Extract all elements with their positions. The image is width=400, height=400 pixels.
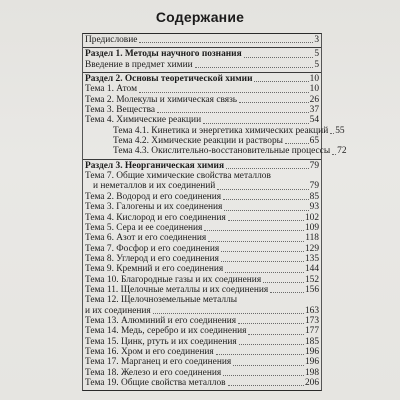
toc-leader-dots [139,91,309,93]
toc-page-number: 156 [304,284,319,295]
toc-entry-title: Раздел 3. Неорганическая химия [85,160,225,171]
toc-entry-title: Введение в предмет химии [85,59,193,70]
toc-leader-dots [216,353,304,355]
toc-leader-dots [254,80,308,82]
toc-entry[interactable] [83,378,321,388]
toc-leader-dots [217,188,308,190]
toc-entry-title: Тема 8. Углерод и его соединения [85,253,219,264]
toc-page-number: 177 [304,326,319,337]
toc-leader-dots [332,153,336,155]
toc-leader-dots [285,142,309,144]
toc-page-number: 152 [304,274,319,285]
toc-section [83,73,347,160]
toc-leader-dots [208,240,304,242]
toc-page-number: 79 [309,160,319,171]
toc-entry-title: Тема 18. Железо и его соединения [85,367,222,378]
toc-entry-title: Тема 6. Азот и его соединения [85,233,207,244]
toc-entry-title: Тема 2. Молекулы и химическая связь [85,94,238,105]
toc-page-number: 37 [309,105,319,116]
toc-entry-title: Тема 19. Общие свойства металлов [85,378,226,388]
toc-page-number: 93 [309,202,319,213]
toc-page-number: 55 [335,125,345,136]
toc-leader-dots [195,66,314,68]
toc-entry[interactable] [83,275,321,285]
toc-entry[interactable] [83,115,321,125]
toc-page-number: 10 [309,84,319,95]
toc-entry-title: Тема 1. Атом [85,84,137,95]
toc-page-number: 5 [314,59,319,70]
toc-leader-dots [263,281,304,283]
toc-entry-title: Тема 2. Водород и его соединения [85,191,222,202]
toc-entry-title: Тема 9. Кремний и его соединения [85,264,224,275]
toc-section-heading[interactable] [83,74,321,84]
toc-section-heading[interactable] [83,49,321,59]
toc-entry[interactable] [83,35,321,45]
toc-page-number: 10 [309,74,319,85]
toc-entry[interactable] [83,316,321,326]
table-of-contents [82,33,347,391]
toc-leader-dots [244,56,314,58]
toc-entry[interactable] [83,202,321,212]
toc-entry[interactable] [83,95,321,105]
toc-entry-title: Тема 12. Щелочноземельные металлы [85,295,238,306]
toc-entry[interactable] [83,181,321,191]
toc-page-number: 79 [309,181,319,192]
toc-leader-dots [204,229,304,231]
toc-entry[interactable] [83,264,321,274]
toc-entry[interactable] [83,233,321,243]
toc-leader-dots [225,271,304,273]
toc-entry-title: Тема 5. Сера и ее соединения [85,222,203,233]
toc-page-number: 102 [304,212,319,223]
toc-entry[interactable] [83,60,321,70]
toc-page-number: 65 [309,136,319,147]
toc-leader-dots [203,122,309,124]
toc-page-number: 118 [305,233,319,244]
toc-page-number: 85 [309,191,319,202]
toc-page-number: 198 [304,367,319,378]
toc-page-number: 173 [304,315,319,326]
toc-leader-dots [224,209,308,211]
toc-entry[interactable] [83,171,321,181]
toc-page-number: 5 [314,49,319,60]
toc-entry[interactable] [83,146,347,157]
toc-page-number: 135 [304,253,319,264]
toc-leader-dots [330,132,334,134]
toc-leader-dots [223,374,304,376]
toc-entry-title: Тема 15. Цинк, ртуть и их соединения [85,336,237,347]
toc-page-number: 109 [304,222,319,233]
toc-page-number: 196 [304,357,319,368]
toc-entry-title: Тема 16. Хром и его соединения [85,346,214,357]
toc-entry[interactable] [83,125,345,136]
toc-entry[interactable] [83,84,321,94]
toc-entry[interactable] [83,326,321,336]
page-title: Содержание [155,9,245,25]
toc-leader-dots [221,250,304,252]
toc-leader-dots [239,101,309,103]
toc-entry[interactable] [83,368,321,378]
toc-entry-title: Тема 17. Марганец и его соединения [85,357,232,368]
toc-section [83,48,321,73]
toc-page-number: 26 [309,94,319,105]
toc-entry[interactable] [83,285,321,295]
toc-leader-dots [239,343,304,345]
toc-entry-title: Предисловие [85,35,138,45]
toc-leader-dots [226,167,309,169]
toc-leader-dots [248,333,303,335]
toc-entry-title: Тема 11. Щелочные металлы и их соединения [85,284,269,295]
toc-leader-dots [223,198,309,200]
toc-page-number: 129 [304,243,319,254]
toc-leader-dots [221,260,304,262]
toc-entry-title: Тема 14. Медь, серебро и их соединения [85,326,247,337]
toc-page-number: 3 [314,35,319,45]
toc-entry[interactable] [83,105,321,115]
toc-leader-dots [153,312,304,314]
toc-leader-dots [270,291,304,293]
toc-section [83,34,321,48]
toc-entry-title: Тема 7. Фосфор и его соединения [85,243,220,254]
toc-entry[interactable] [83,306,321,316]
toc-leader-dots [139,41,313,43]
toc-page-number: 72 [337,146,347,157]
toc-page-number: 144 [304,264,319,275]
toc-leader-dots [233,364,304,366]
toc-section [83,160,321,391]
toc-entry-title: Тема 4. Химические реакции [85,115,202,126]
toc-leader-dots [228,219,304,221]
toc-entry[interactable] [83,213,321,223]
toc-entry-title: Тема 4.3. Окислительно-восстановительные процессы [113,146,331,157]
toc-leader-dots [157,111,309,113]
toc-entry[interactable] [83,254,321,264]
toc-entry-title: Тема 3. Галогены и их соединения [85,202,223,213]
toc-entry[interactable] [83,244,321,254]
toc-entry[interactable] [83,295,321,305]
toc-entry-title: и их соединения [85,305,151,316]
toc-entry-title: Тема 4.2. Химические реакции и растворы [113,136,283,147]
toc-entry-title: Тема 4.1. Кинетика и энергетика химических реакций [113,125,329,136]
toc-entry-title: Тема 10. Благородные газы и их соединения [85,274,262,285]
toc-entry-title: и неметаллов и их соединений [93,181,216,192]
toc-entry-title: Тема 4. Кислород и его соединения [85,212,226,223]
toc-leader-dots [238,322,304,324]
toc-entry[interactable] [83,192,321,202]
toc-page-number: 163 [304,305,319,316]
toc-entry[interactable] [83,223,321,233]
toc-entry[interactable] [83,357,321,367]
toc-entry-title: Раздел 2. Основы теоретической химии [85,74,253,85]
toc-entry-title: Тема 3. Вещества [85,105,156,116]
toc-section-heading[interactable] [83,161,321,171]
toc-entry[interactable] [83,136,321,146]
toc-page-number: 196 [304,346,319,357]
toc-page-number: 54 [309,115,319,126]
toc-entry-title: Тема 7. Общие химические свойства металлов [85,171,271,182]
toc-entry-title: Тема 13. Алюминий и его соединения [85,315,237,326]
toc-entry-title: Раздел 1. Методы научного познания [85,49,242,60]
toc-entry[interactable] [83,347,321,357]
toc-page-number: 185 [304,336,319,347]
toc-entry[interactable] [83,337,321,347]
toc-leader-dots [228,384,304,386]
toc-page-number: 206 [304,378,319,388]
